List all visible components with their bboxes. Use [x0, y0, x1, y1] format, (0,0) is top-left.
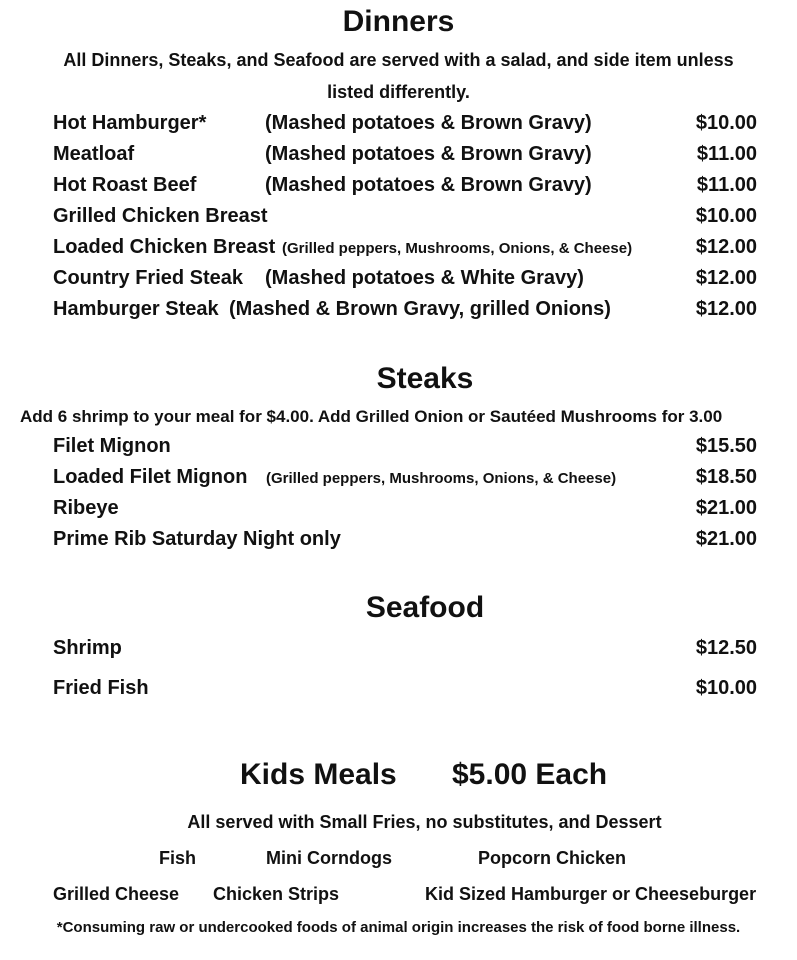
menu-item-name: Hot Hamburger* — [53, 112, 207, 134]
menu-item-price: $18.50 — [695, 466, 757, 488]
menu-item-name: Prime Rib Saturday Night only — [53, 528, 341, 550]
menu-item-name: Filet Mignon — [53, 435, 171, 457]
menu-item-name: Fried Fish — [53, 677, 149, 699]
menu-item-name: Shrimp — [53, 637, 122, 659]
menu-item-desc: (Mashed & Brown Gravy, grilled Onions) — [229, 298, 611, 320]
menu-item-price: $11.00 — [696, 174, 757, 196]
menu-item-name: Meatloaf — [53, 143, 135, 165]
menu-item-name: Hot Roast Beef — [53, 174, 197, 196]
menu-item-desc: (Grilled peppers, Mushrooms, Onions, & Cheese) — [282, 240, 633, 257]
dinners-intro-line1: All Dinners, Steaks, and Seafood are served with a salad, and side item unless — [63, 50, 734, 70]
menu-item-desc: (Mashed potatoes & Brown Gravy) — [265, 112, 592, 134]
kids-item: Mini Corndogs — [266, 848, 392, 868]
menu-item-price: $12.50 — [695, 637, 757, 659]
dinners-intro-line2: listed differently. — [327, 82, 470, 102]
kids-note: All served with Small Fries, no substitutes, and Dessert — [187, 812, 662, 832]
kids-item: Kid Sized Hamburger or Cheeseburger — [425, 884, 757, 904]
menu-item-price: $10.00 — [695, 112, 757, 134]
disclaimer: *Consuming raw or undercooked foods of animal origin increases the risk of food borne illness. — [56, 919, 741, 936]
menu-item-desc: (Grilled peppers, Mushrooms, Onions, & Cheese) — [266, 470, 617, 487]
menu-item-price: $10.00 — [695, 205, 757, 227]
kids-price: $5.00 Each — [452, 758, 608, 791]
dinners-title: Dinners — [342, 5, 455, 38]
menu-item-price: $21.00 — [695, 528, 757, 550]
menu-item-price: $21.00 — [695, 497, 757, 519]
steaks-title: Steaks — [376, 362, 474, 395]
menu-item-name: Country Fried Steak — [53, 267, 244, 289]
menu-item-desc: (Mashed potatoes & White Gravy) — [265, 267, 584, 289]
menu-item-name: Hamburger Steak — [53, 298, 219, 320]
menu-item-desc: (Mashed potatoes & Brown Gravy) — [265, 174, 592, 196]
menu-item-price: $15.50 — [695, 435, 757, 457]
menu-item-price: $10.00 — [695, 677, 757, 699]
kids-item: Fish — [159, 848, 197, 868]
kids-item: Grilled Cheese — [53, 884, 180, 904]
seafood-title: Seafood — [365, 591, 485, 624]
menu-item-price: $12.00 — [695, 267, 757, 289]
steaks-note: Add 6 shrimp to your meal for $4.00. Add Grilled Onion or Sautéed Mushrooms for 3.00 — [20, 407, 723, 426]
menu-item-price: $12.00 — [695, 298, 757, 320]
kids-item: Chicken Strips — [213, 884, 340, 904]
menu-item-desc: (Mashed potatoes & Brown Gravy) — [265, 143, 592, 165]
menu-item-name: Ribeye — [53, 497, 119, 519]
menu-item-price: $11.00 — [696, 143, 757, 165]
menu-item-price: $12.00 — [695, 236, 757, 258]
kids-title: Kids Meals — [240, 758, 397, 791]
menu-item-name: Loaded Chicken Breast — [53, 236, 276, 258]
kids-item: Popcorn Chicken — [478, 848, 627, 868]
menu-item-name: Grilled Chicken Breast — [53, 205, 268, 227]
menu-item-name: Loaded Filet Mignon — [53, 466, 248, 488]
